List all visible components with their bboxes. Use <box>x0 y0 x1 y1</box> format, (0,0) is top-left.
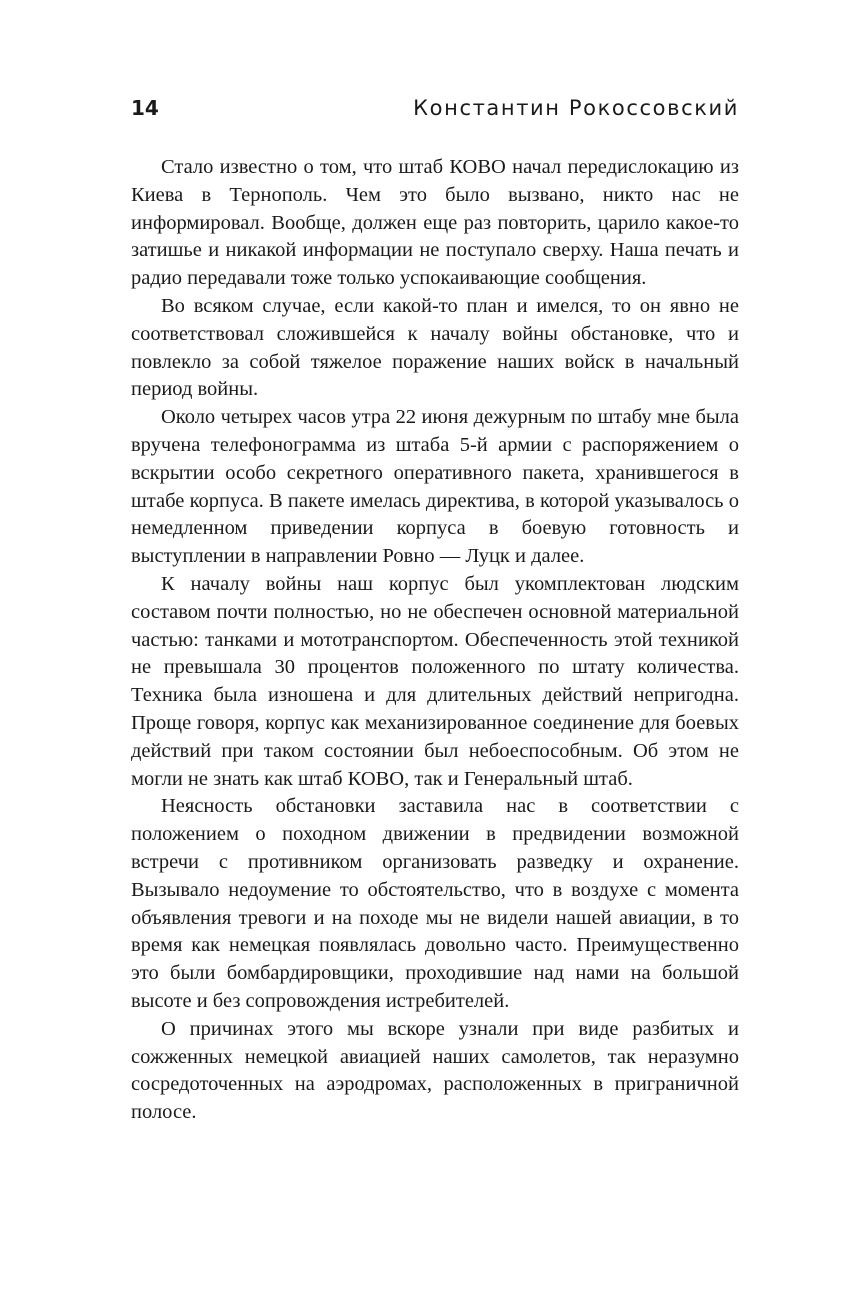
running-title: Константин Рокоссовский <box>413 96 739 120</box>
paragraph: Во всяком случае, если какой-то план и имелся, то он явно не соответствовал сложившейся к началу войны обстановке, что и повлекло за собой тяжелое поражение наших войск в начальный период войны. <box>131 294 739 401</box>
body-text <box>131 154 739 1127</box>
paragraph: О причинах этого мы вскоре узнали при виде разбитых и сожженных немецкой авиацией наших самолетов, так неразумно сосредоточенных на аэродромах, расположенных в приграничной полосе. <box>131 1017 739 1124</box>
paragraph: Неясность обстановки заставила нас в соответствии с положением о походном движении в предвидении возможной встречи с противником организовать разведку и охранение. Вызывало недоумение то обстоятельство, что в воздухе с момента объявления тревоги и на походе мы не видели нашей авиации, в то время как немецкая появлялась довольно часто. Преимущественно это были бомбардировщики, проходившие над нами на большой высоте и без сопровождения истребителей. <box>131 795 739 1012</box>
paragraph: Стало известно о том, что штаб КОВО начал передислокацию из Киева в Тернополь. Чем это было вызвано, никто нас не информировал. Вообще, должен еще раз повторить, царило какое-то затишье и никакой информации не поступало сверху. Наша печать и радио передавали тоже только успокаивающие сообщения. <box>131 156 739 290</box>
page-number: 14 <box>131 96 159 120</box>
paragraph: Около четырех часов утра 22 июня дежурным по штабу мне была вручена телефонограмма из штаба 5-й армии с распоряжением о вскрытии особо секретного оперативного пакета, хранившегося в штабе корпуса. В пакете имелась директива, в которой указывалось о немедленном приведении корпуса в боевую готовность и выступлении в направлении Ровно — Луцк и далее. <box>131 406 739 568</box>
paragraph: К началу войны наш корпус был укомплектован людским составом почти полностью, но не обеспечен основной материальной частью: танками и мототранспортом. Обеспеченность этой техникой не превышала 30 процентов положенного по штату количества. Техника была изношена и для длительных действий непригодна. Проще говоря, корпус как механизированное соединение для боевых действий при таком состоянии был небоеспособным. Об этом не могли не знать как штаб КОВО, так и Генеральный штаб. <box>131 572 739 790</box>
page-header <box>131 96 739 126</box>
